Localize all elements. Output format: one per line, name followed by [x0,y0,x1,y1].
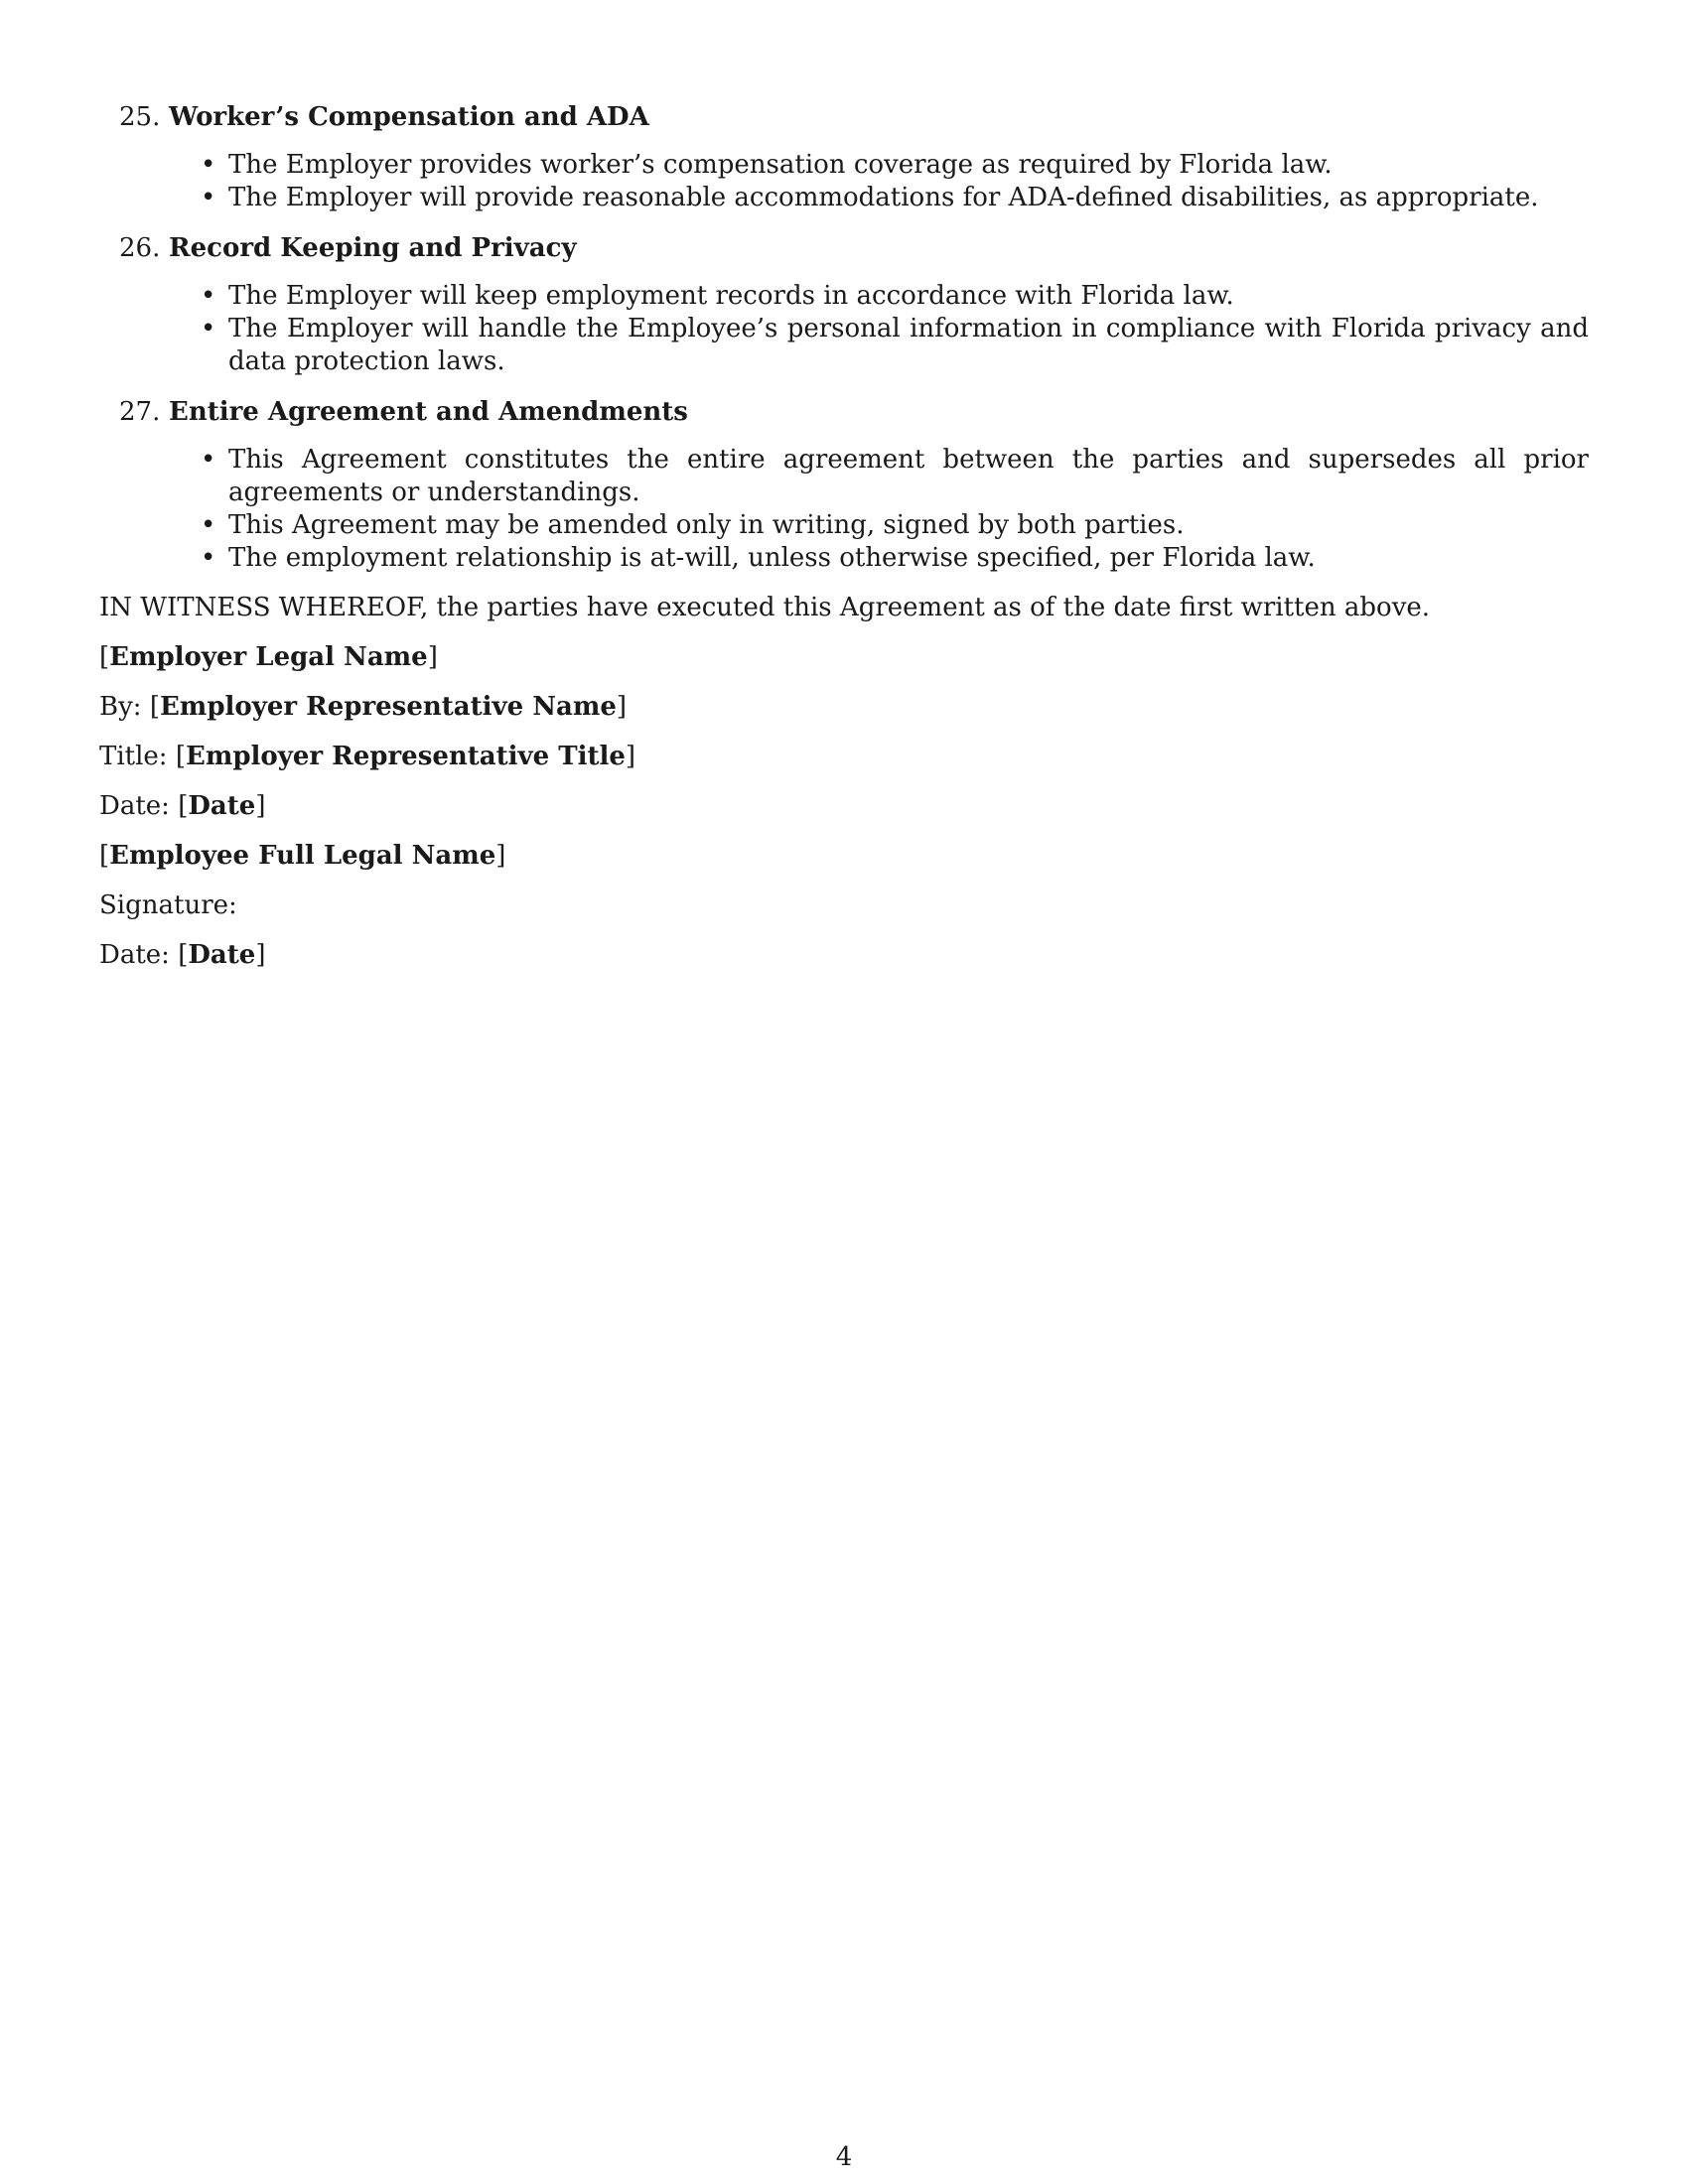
document-page [99,99,1589,988]
employee-date-line: Date: [Date] [99,940,266,970]
page-number: 4 [835,2142,853,2172]
list-item-text: The Employer will provide reasonable accommodations for ADA-defined disabilities, as appropriate. [228,183,1539,212]
employer-date-line: Date: [Date] [99,791,266,821]
bullet-icon: • [201,510,216,540]
employer-legal-name: Employer Legal Name [109,642,428,672]
section-number: 25. [119,102,161,132]
section-27 [99,394,1589,575]
list-item-text: The Employer will keep employment records in accordance with Florida law. [228,281,1234,311]
section-number: 27. [119,397,161,427]
section-title: Record Keeping and Privacy [169,233,577,263]
date-label: Date: [99,791,170,821]
witness-paragraph: IN WITNESS WHEREOF, the parties have executed this Agreement as of the date first written above. [99,593,1431,622]
list-item [201,149,1589,182]
employer-name-line: [Employer Legal Name] [99,642,438,672]
bullet-icon: • [201,183,216,212]
employer-rep-line: By: [Employer Representative Name] [99,692,628,722]
list-item [201,444,1589,509]
employer-date-placeholder: Date [188,791,256,821]
employer-rep-name: Employer Representative Name [159,692,617,722]
by-label: By: [99,692,142,722]
list-item-text: The Employer will handle the Employee’s personal information in compliance with Florida privacy and data protection laws. [228,314,1589,376]
bullet-icon: • [201,445,216,475]
bullet-icon: • [201,150,216,180]
list-item-text: This Agreement constitutes the entire agreement between the parties and supersedes all prior agreements or understandings. [228,445,1589,507]
section-heading [99,230,1589,266]
bullet-icon: • [201,314,216,343]
bullet-list [99,444,1589,575]
employer-title-line: Title: [Employer Representative Title] [99,742,636,771]
section-title: Worker’s Compensation and ADA [169,102,649,132]
employee-legal-name: Employee Full Legal Name [109,841,496,871]
section-26 [99,230,1589,378]
section-number: 26. [119,233,161,263]
list-item-text: The Employer provides worker’s compensation coverage as required by Florida law. [228,150,1333,180]
employer-rep-title: Employer Representative Title [186,742,626,771]
title-label: Title: [99,742,168,771]
employee-signature-line [99,888,1589,922]
section-title: Entire Agreement and Amendments [169,397,688,427]
list-item [201,313,1589,378]
bullet-icon: • [201,281,216,311]
date-label: Date: [99,940,170,970]
list-item [201,182,1589,214]
section-heading [99,394,1589,430]
list-item [201,280,1589,313]
bullet-list [99,149,1589,214]
section-25 [99,99,1589,214]
list-item-text: This Agreement may be amended only in writing, signed by both parties. [228,510,1185,540]
signature-label: Signature: [99,890,237,920]
employee-name-line: [Employee Full Legal Name] [99,841,506,871]
bullet-icon: • [201,543,216,573]
list-item [201,509,1589,542]
section-heading [99,99,1589,135]
employee-date-placeholder: Date [188,940,256,970]
bullet-list [99,280,1589,378]
list-item [201,542,1589,575]
list-item-text: The employment relationship is at-will, unless otherwise specified, per Florida law. [228,543,1316,573]
